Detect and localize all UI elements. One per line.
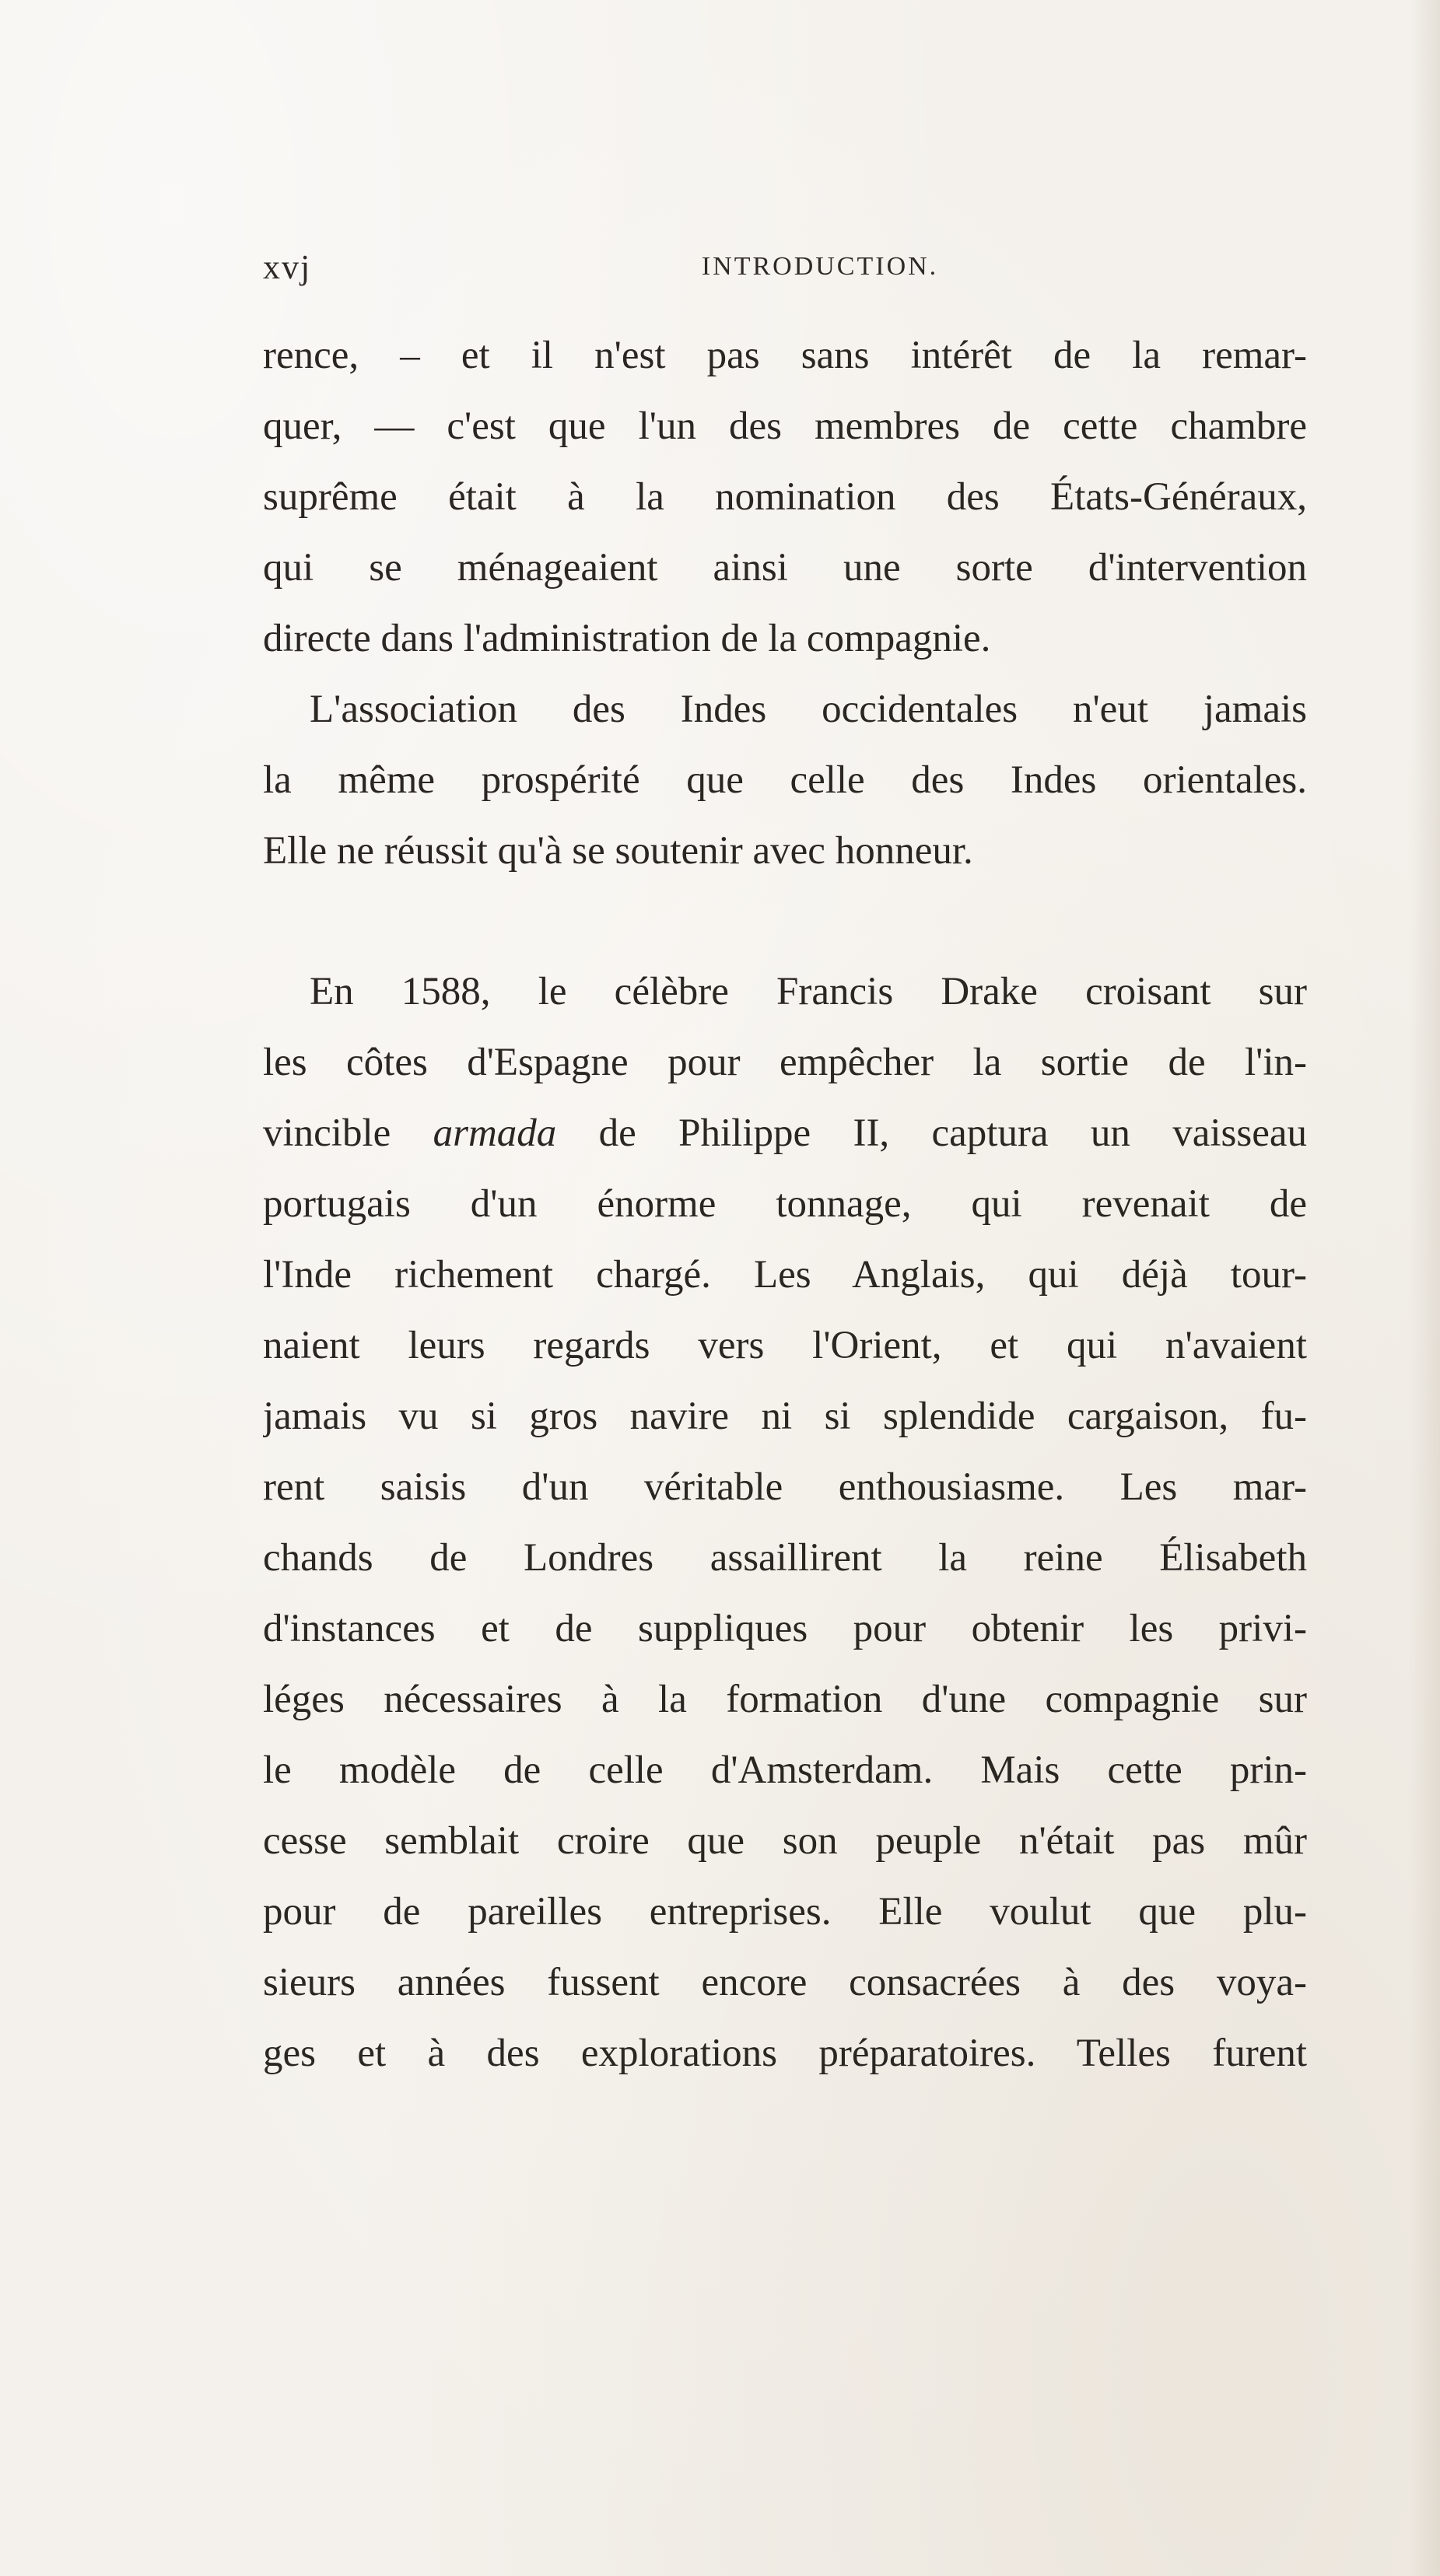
text-line: chands de Londres assaillirent la reine Élisabeth [263,1536,1307,1580]
text-line-with-italic [263,1098,1307,1169]
page-edge-shadow [1409,0,1440,2576]
text-line: cesse semblait croire que son peuple n'était pas mûr [263,1819,1307,1863]
text-line: jamais vu si gros navire ni si splendide cargaison, fu- [263,1395,1307,1438]
text-line: d'instances et de suppliques pour obtenir les privi- [263,1607,1307,1650]
text-line: En 1588, le célèbre Francis Drake croisant sur [310,970,1307,1013]
text-line: qui se ménageaient ainsi une sorte d'intervention [263,546,1307,590]
text-line: rent saisis d'un véritable enthousiasme. Les mar- [263,1465,1307,1509]
text-line: portugais d'un énorme tonnage, qui revenait de [263,1182,1307,1226]
text-line: directe dans l'administration de la compagnie. [263,617,991,660]
text-line: l'Inde richement chargé. Les Anglais, qui déjà tour- [263,1253,1307,1297]
text-line: L'association des Indes occidentales n'eut jamais [310,688,1307,731]
text-line: suprême était à la nomination des États-Généraux, [263,475,1307,519]
text-line: les côtes d'Espagne pour empêcher la sortie de l'in- [263,1041,1307,1084]
italic-word: armada [433,1111,557,1155]
page-header [263,247,1307,294]
text-line: la même prospérité que celle des Indes orientales. [263,758,1307,802]
page-number: xvj [263,248,312,286]
text-line: ges et à des explorations préparatoires. Telles furent [263,2032,1307,2075]
text-line: léges nécessaires à la formation d'une compagnie sur [263,1678,1307,1721]
text-line: quer, — c'est que l'un des membres de cette chambre [263,404,1307,448]
text-line: Elle ne réussit qu'à se soutenir avec honneur. [263,829,973,873]
text-line: le modèle de celle d'Amsterdam. Mais cette prin- [263,1748,1307,1792]
text-line: naient leurs regards vers l'Orient, et qui n'avaient [263,1324,1307,1367]
paragraph-gap [263,887,1307,957]
text-line: rence, – et il n'est pas sans intérêt de la remar- [263,334,1307,377]
running-title: INTRODUCTION. [701,252,939,281]
text-segment: de Philippe II, captura un vaisseau [556,1111,1307,1155]
body-text [263,320,1307,2089]
text-line: pour de pareilles entreprises. Elle voulut que plu- [263,1890,1307,1934]
text-line: sieurs années fussent encore consacrées à des voya- [263,1961,1307,2004]
text-segment: vincible [263,1111,433,1155]
